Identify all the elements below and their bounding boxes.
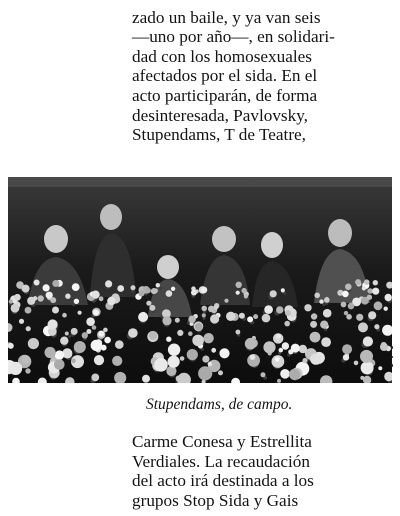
flower	[281, 288, 285, 292]
flower	[25, 307, 32, 314]
flower	[319, 299, 323, 303]
flower	[65, 294, 70, 299]
flower	[363, 336, 373, 346]
flower	[354, 361, 359, 366]
flower	[26, 326, 31, 331]
flower	[65, 332, 69, 336]
flower	[282, 342, 289, 349]
flower	[78, 311, 82, 315]
flower	[91, 374, 99, 382]
flower	[43, 284, 50, 291]
flower	[323, 309, 332, 318]
flower	[211, 348, 216, 353]
flower	[98, 331, 104, 337]
flower	[358, 322, 368, 332]
flower	[202, 313, 206, 317]
print-speck	[391, 364, 393, 367]
flower	[146, 301, 151, 306]
flower	[362, 286, 366, 290]
article-line: acto participarán, de forma	[132, 85, 318, 105]
flower	[385, 294, 392, 301]
flower	[208, 362, 213, 367]
flower	[115, 340, 124, 349]
group-photo-image	[8, 177, 392, 383]
flower	[34, 280, 40, 286]
article-line: —uno por año—, en solidari-	[132, 27, 335, 47]
flower	[91, 340, 102, 351]
flower	[268, 351, 272, 355]
flower	[74, 341, 86, 353]
flower	[202, 356, 209, 363]
flower	[54, 359, 65, 370]
flower	[25, 368, 30, 373]
flower	[372, 288, 379, 295]
flower	[11, 304, 20, 313]
flower	[314, 293, 320, 299]
flower	[236, 330, 241, 335]
flower	[384, 307, 388, 311]
flower	[156, 283, 160, 287]
flower	[149, 305, 155, 311]
article-line: desinteresada, Pavlovsky,	[132, 105, 308, 125]
flower	[112, 356, 122, 366]
flower	[311, 354, 315, 358]
flower	[72, 283, 80, 291]
flower	[261, 372, 266, 377]
flower	[168, 344, 180, 356]
flower	[236, 291, 240, 295]
flower	[343, 354, 349, 360]
flower	[276, 306, 283, 313]
flower	[48, 319, 58, 329]
flower	[276, 334, 281, 339]
flower	[280, 369, 290, 379]
flower	[250, 354, 256, 360]
flower	[22, 285, 30, 293]
flower	[9, 362, 22, 375]
flower	[201, 306, 207, 312]
flower	[187, 349, 198, 360]
flower	[373, 280, 378, 285]
flower	[93, 309, 99, 315]
flower	[224, 299, 228, 303]
flower	[203, 333, 213, 343]
flower	[378, 366, 382, 370]
flower	[101, 345, 107, 351]
flower	[342, 344, 352, 354]
article-line: grupos Stop Sida y Gais	[132, 490, 299, 510]
flower	[380, 343, 388, 351]
flower	[275, 357, 280, 362]
flower	[162, 316, 171, 325]
flower	[188, 316, 196, 324]
flower	[270, 290, 277, 297]
flower	[302, 358, 307, 363]
flower	[128, 328, 138, 338]
flower	[218, 370, 223, 375]
flower	[46, 292, 53, 299]
flower	[138, 312, 148, 322]
flower	[341, 302, 347, 308]
flower	[239, 313, 245, 319]
flower	[28, 338, 39, 349]
flower	[117, 285, 124, 292]
flower	[279, 348, 284, 353]
flower	[311, 313, 317, 319]
flower	[142, 375, 150, 383]
flower	[99, 296, 104, 301]
flower	[264, 305, 273, 314]
flower	[19, 319, 24, 324]
flower	[180, 356, 185, 361]
flower	[361, 361, 374, 374]
flower	[364, 279, 370, 285]
flower	[92, 325, 97, 330]
flower	[345, 284, 352, 291]
flower	[27, 297, 35, 305]
flower	[201, 287, 208, 294]
flower	[356, 314, 363, 321]
article-line: afectados por el sida. En el	[132, 66, 318, 86]
flower	[94, 355, 104, 365]
flower	[195, 323, 203, 331]
flower	[236, 282, 242, 288]
article-line: del acto irá destinada a los	[132, 471, 314, 491]
flower	[55, 350, 64, 359]
flower	[188, 331, 193, 336]
flower	[324, 297, 330, 303]
photo-caption: Stupendams, de campo.	[146, 396, 293, 413]
flower	[310, 321, 317, 328]
flower	[241, 288, 246, 293]
flower	[219, 348, 229, 358]
flower	[191, 290, 197, 296]
flower	[342, 291, 349, 298]
leaf	[159, 287, 162, 290]
flower	[62, 313, 67, 318]
group-photo	[8, 177, 392, 383]
article-text-bottom	[132, 432, 394, 510]
flower	[166, 337, 171, 342]
flower	[171, 287, 175, 291]
flower	[360, 350, 373, 363]
flower	[245, 338, 257, 350]
flower	[86, 329, 91, 334]
leaf	[283, 292, 286, 295]
print-speck	[391, 356, 393, 358]
flower	[166, 290, 173, 297]
flower	[374, 324, 379, 329]
flower	[262, 314, 271, 323]
flower	[131, 285, 136, 290]
flower	[355, 279, 361, 285]
article-line: Stupendams, T de Teatre,	[132, 125, 306, 145]
flower	[192, 335, 204, 347]
flower	[92, 291, 100, 299]
flower	[310, 332, 321, 343]
flower	[299, 345, 307, 353]
flower	[151, 288, 157, 294]
flower	[344, 311, 348, 315]
flower	[285, 310, 291, 316]
flower	[139, 291, 145, 297]
flower	[320, 321, 328, 329]
flower	[103, 328, 108, 333]
article-line: Carme Conesa y Estrellita	[132, 432, 312, 451]
flower	[105, 280, 112, 287]
flower	[8, 343, 14, 349]
article-line: dad con los homosexuales	[132, 46, 312, 66]
flower	[60, 337, 68, 345]
flower	[175, 318, 180, 323]
article-line: zado un baile, y ya van seis	[132, 7, 321, 27]
flower	[226, 312, 235, 321]
flower	[198, 366, 212, 380]
flower	[22, 355, 31, 364]
flower	[244, 294, 248, 298]
flower	[9, 300, 13, 304]
flower	[367, 295, 372, 300]
flower	[210, 314, 219, 323]
flower	[284, 321, 290, 327]
flower	[368, 311, 376, 319]
flower	[71, 359, 76, 364]
flower	[291, 344, 300, 353]
flower	[107, 297, 116, 306]
flower	[154, 358, 168, 372]
flower	[168, 356, 180, 368]
article-text-top	[132, 0, 394, 145]
flower	[145, 288, 151, 294]
flower	[149, 331, 158, 340]
article-line: Verdiales. La recaudación	[132, 451, 310, 471]
flower	[104, 337, 111, 344]
flower	[86, 317, 95, 326]
flower	[74, 299, 79, 304]
flower	[348, 303, 355, 310]
flower	[304, 304, 311, 311]
flower	[45, 347, 56, 358]
flower	[52, 280, 59, 287]
flower	[177, 330, 183, 336]
flower	[374, 301, 383, 310]
flower	[247, 316, 253, 322]
flower	[71, 328, 78, 335]
flower	[38, 295, 44, 301]
flower	[208, 306, 215, 313]
flower	[253, 314, 258, 319]
flower	[14, 294, 21, 301]
flower	[52, 307, 59, 314]
print-speck	[391, 346, 393, 349]
flower	[289, 369, 300, 380]
flower	[321, 337, 331, 347]
flower	[277, 379, 281, 383]
